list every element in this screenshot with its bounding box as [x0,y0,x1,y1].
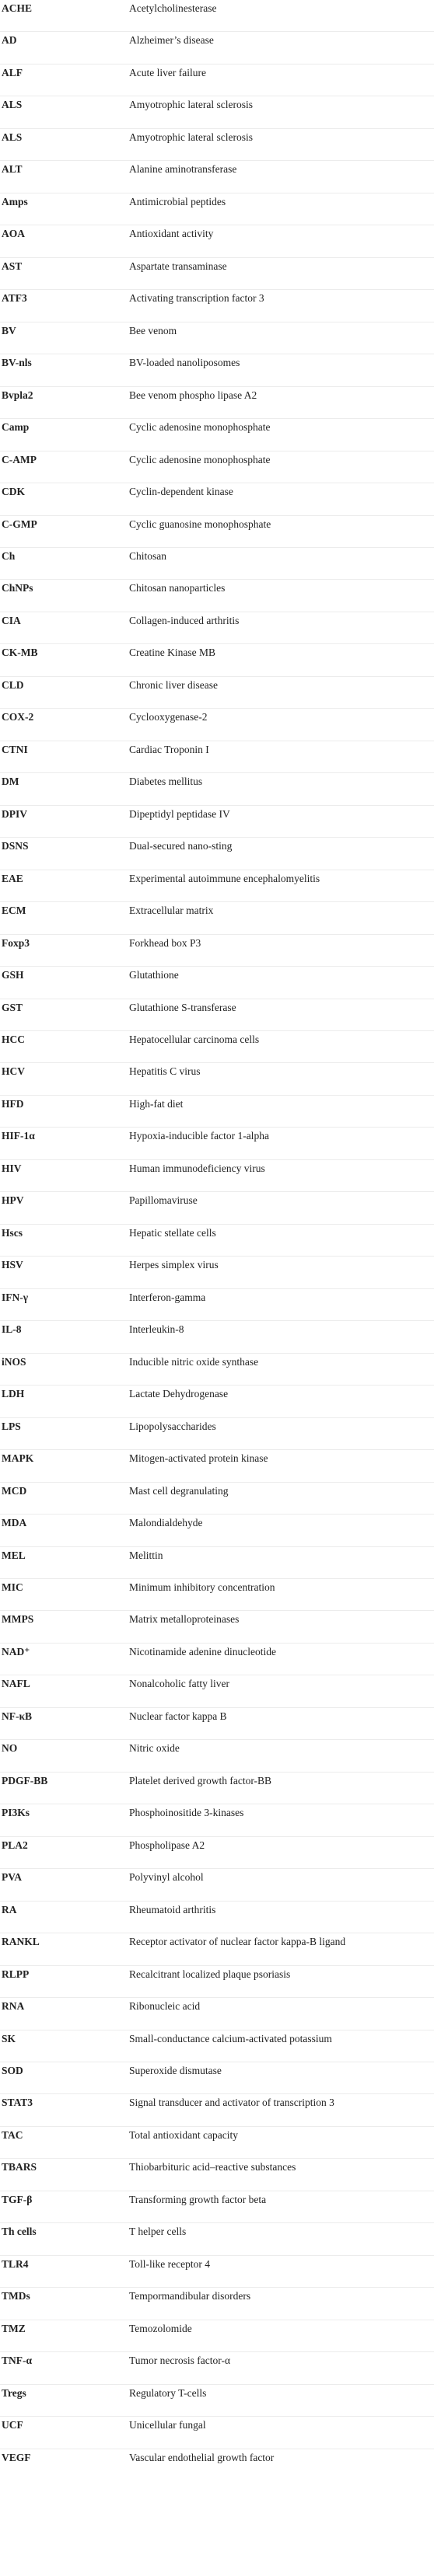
abbreviation-row [0,741,434,773]
abbreviation-definition: Amyotrophic lateral sclerosis [129,131,253,143]
abbreviation-definition: Extracellular matrix [129,905,214,917]
abbreviation-term: HIV [2,1162,22,1174]
abbreviation-term: ACHE [2,2,33,14]
abbreviation-definition: Interleukin-8 [129,1323,184,1336]
abbreviation-row [0,806,434,838]
abbreviation-term: RNA [2,2000,25,2013]
abbreviation-definition: Dipeptidyl peptidase IV [129,807,230,820]
abbreviation-term: Tregs [2,2386,26,2399]
abbreviation-row [0,2256,434,2288]
abbreviation-row [0,225,434,257]
abbreviation-term: DM [2,776,19,788]
abbreviation-row [0,1386,434,1417]
abbreviation-definition: Rheumatoid arthritis [129,1903,216,1915]
abbreviation-term: TMDs [2,2290,30,2302]
abbreviation-term: Ch [2,549,16,562]
abbreviation-term: HSV [2,1259,23,1271]
abbreviation-definition: Experimental autoimmune encephalomyelitis [129,872,320,884]
abbreviation-definition: Tempormandibular disorders [129,2290,251,2302]
abbreviation-definition: Antimicrobial peptides [129,195,226,207]
abbreviation-term: HIF-1α [2,1130,35,1142]
abbreviation-row [0,161,434,193]
abbreviation-definition: T helper cells [129,2226,187,2238]
abbreviation-definition: Hepatic stellate cells [129,1226,216,1239]
abbreviation-definition: Aspartate transaminase [129,260,227,272]
abbreviation-definition: Platelet derived growth factor-BB [129,1774,272,1786]
abbreviation-term: TAC [2,2128,23,2141]
abbreviation-row [0,1031,434,1063]
abbreviation-row [0,2385,434,2417]
abbreviation-definition: Glutathione S-transferase [129,1001,236,1013]
abbreviation-definition: Unicellular fungal [129,2419,206,2431]
abbreviation-definition: Mitogen-activated protein kinase [129,1452,268,1465]
abbreviation-definition: Nuclear factor kappa B [129,1710,227,1722]
abbreviation-term: NAFL [2,1678,30,1690]
abbreviation-term: C-GMP [2,518,37,530]
abbreviation-row [0,2127,434,2159]
abbreviation-row [0,548,434,580]
abbreviation-definition: Regulatory T-cells [129,2386,207,2399]
abbreviation-row [0,1418,434,1450]
abbreviation-row [0,2320,434,2352]
abbreviation-definition: Tumor necrosis factor-α [129,2355,231,2367]
abbreviation-row [0,1225,434,1257]
abbreviation-row [0,96,434,128]
abbreviation-definition: Hypoxia-inducible factor 1-alpha [129,1130,269,1142]
abbreviation-term: MAPK [2,1452,34,1465]
abbreviation-definition: Hepatocellular carcinoma cells [129,1034,260,1045]
abbreviation-definition: Ribonucleic acid [129,2000,201,2013]
abbreviation-row [0,258,434,290]
abbreviation-definition: Signal transducer and activator of transcription 3 [129,2097,334,2109]
abbreviation-definition: Cyclic adenosine monophosphate [129,421,271,434]
abbreviation-row [0,870,434,902]
abbreviation-row [0,290,434,322]
abbreviation-row [0,2352,434,2384]
abbreviation-definition: Receptor activator of nuclear factor kappa-B ligand [129,1936,346,1948]
abbreviation-term: iNOS [2,1355,26,1368]
abbreviation-row [0,1708,434,1740]
abbreviation-definition: Polyvinyl alcohol [129,1871,204,1884]
abbreviation-definition: BV-loaded nanoliposomes [129,357,240,369]
abbreviation-row [0,354,434,386]
abbreviation-term: HPV [2,1194,24,1207]
abbreviation-term: VEGF [2,2451,31,2463]
abbreviation-term: HFD [2,1097,24,1110]
abbreviation-definition: Lactate Dehydrogenase [129,1388,229,1400]
abbreviation-term: TBARS [2,2161,37,2173]
abbreviation-row [0,2030,434,2062]
abbreviation-term: AD [2,34,17,47]
abbreviation-term: NF-κB [2,1710,32,1722]
abbreviation-row [0,193,434,225]
abbreviation-row [0,677,434,709]
abbreviation-row [0,612,434,644]
abbreviation-row [0,1321,434,1353]
abbreviation-term: UCF [2,2419,23,2431]
abbreviation-row [0,2094,434,2126]
abbreviation-term: TMZ [2,2322,26,2334]
abbreviation-definition: Mast cell degranulating [129,1484,229,1497]
abbreviation-definition: Herpes simplex virus [129,1259,219,1271]
abbreviation-term: MIC [2,1581,23,1593]
abbreviation-row [0,1644,434,1675]
abbreviation-row [0,1579,434,1611]
abbreviation-definition: Hepatitis C virus [129,1065,201,1078]
abbreviation-row [0,419,434,451]
abbreviation-row [0,1257,434,1288]
abbreviation-row [0,451,434,483]
abbreviation-definition: Superoxide dismutase [129,2065,222,2076]
abbreviation-term: HCV [2,1065,25,1078]
abbreviation-definition: Malondialdehyde [129,1517,203,1529]
abbreviation-term: PI3Ks [2,1807,30,1819]
abbreviation-row [0,387,434,419]
abbreviation-row [0,709,434,741]
abbreviation-row [0,1804,434,1836]
abbreviation-definition: Phospholipase A2 [129,1839,205,1851]
abbreviation-term: ATF3 [2,292,27,305]
abbreviation-definition: Activating transcription factor 3 [129,292,264,305]
abbreviation-row [0,773,434,805]
abbreviation-row [0,2223,434,2255]
abbreviation-term: GSH [2,969,24,981]
abbreviation-row [0,1160,434,1192]
abbreviation-term: SK [2,2032,16,2044]
abbreviation-row [0,1901,434,1933]
abbreviation-term: MMPS [2,1613,34,1626]
abbreviation-row [0,32,434,64]
abbreviation-definition: Cyclooxygenase-2 [129,711,208,723]
abbreviation-row [0,129,434,161]
abbreviation-term: Hscs [2,1226,23,1239]
abbreviation-term: PVA [2,1871,23,1884]
abbreviation-definition: Chitosan nanoparticles [129,582,226,594]
abbreviation-term: EAE [2,872,23,884]
abbreviation-term: CK-MB [2,647,38,659]
abbreviation-definition: Nonalcoholic fatty liver [129,1678,229,1690]
abbreviation-term: MDA [2,1517,27,1529]
abbreviation-row [0,1289,434,1321]
abbreviation-definition: Phosphoinositide 3-kinases [129,1807,244,1819]
abbreviation-term: Th cells [2,2226,37,2238]
abbreviation-row [0,1354,434,1386]
abbreviation-row [0,1773,434,1804]
abbreviation-row [0,1192,434,1224]
abbreviation-definition: Cyclin-dependent kinase [129,486,233,498]
abbreviation-row [0,1611,434,1643]
abbreviation-row [0,2449,434,2481]
abbreviation-term: BV [2,324,16,336]
abbreviation-term: NO [2,1742,18,1755]
abbreviation-term: RANKL [2,1936,40,1948]
abbreviation-row [0,64,434,96]
abbreviation-definition: Acetylcholinesterase [129,2,217,14]
abbreviation-term: LPS [2,1420,21,1432]
abbreviation-definition: Collagen-induced arthritis [129,614,240,626]
abbreviation-definition: Temozolomide [129,2322,192,2334]
abbreviation-term: IFN-γ [2,1291,29,1303]
abbreviation-term: BV-nls [2,357,32,369]
abbreviation-row [0,644,434,676]
abbreviation-definition: Papillomaviruse [129,1194,198,1207]
abbreviation-row [0,580,434,612]
abbreviation-definition: Human immunodeficiency virus [129,1162,265,1174]
abbreviation-definition: Cyclic guanosine monophosphate [129,518,271,530]
abbreviation-term: ALT [2,163,23,176]
abbreviation-term: DPIV [2,807,27,820]
abbreviation-term: DSNS [2,840,29,852]
abbreviation-row [0,1063,434,1095]
abbreviation-term: RLPP [2,1968,30,1980]
abbreviation-term: ECM [2,905,26,917]
abbreviation-row [0,1450,434,1482]
abbreviation-row [0,1675,434,1707]
abbreviation-definition: High-fat diet [129,1097,184,1110]
abbreviation-definition: Toll-like receptor 4 [129,2257,211,2270]
abbreviation-definition: Recalcitrant localized plaque psoriasis [129,1968,291,1980]
abbreviation-term: RA [2,1903,17,1915]
abbreviation-term: AST [2,260,23,272]
abbreviation-definition: Melittin [129,1549,163,1561]
abbreviation-definition: Chronic liver disease [129,678,218,691]
abbreviation-definition: Nitric oxide [129,1742,180,1755]
abbreviation-row [0,1933,434,1965]
abbreviation-definition: Dual-secured nano-sting [129,840,233,852]
abbreviation-term: MEL [2,1549,26,1561]
abbreviation-term: CLD [2,678,24,691]
abbreviation-definition: Inducible nitric oxide synthase [129,1355,259,1368]
abbreviation-term: AOA [2,228,25,240]
abbreviation-row [0,2288,434,2320]
abbreviation-definition: Creatine Kinase MB [129,647,215,659]
abbreviation-row [0,1998,434,2030]
abbreviation-term: Amps [2,195,28,207]
abbreviation-definition: Bee venom phospho lipase A2 [129,389,257,401]
abbreviation-term: ALF [2,66,23,78]
abbreviation-term: TGF-β [2,2193,33,2205]
abbreviation-term: CIA [2,614,21,626]
abbreviation-definition: Antioxidant activity [129,228,214,240]
abbreviation-term: PDGF-BB [2,1774,48,1786]
abbreviation-row [0,1128,434,1159]
abbreviation-row [0,967,434,999]
abbreviation-definition: Bee venom [129,324,177,336]
abbreviation-term: NAD⁺ [2,1645,30,1657]
abbreviation-row [0,2191,434,2223]
abbreviation-row [0,1483,434,1515]
abbreviation-definition: Interferon-gamma [129,1291,206,1303]
abbreviation-row [0,2417,434,2449]
abbreviation-definition: Vascular endothelial growth factor [129,2451,275,2463]
abbreviation-row [0,2062,434,2094]
abbreviation-definition: Cyclic adenosine monophosphate [129,453,271,465]
abbreviation-definition: Total antioxidant capacity [129,2128,239,2141]
abbreviation-definition: Thiobarbituric acid–reactive substances [129,2161,296,2173]
abbreviation-row [0,1515,434,1546]
abbreviation-definition: Diabetes mellitus [129,776,203,788]
abbreviation-definition: Small-conductance calcium-activated potassium [129,2032,332,2044]
abbreviation-definition: Transforming growth factor beta [129,2193,267,2205]
abbreviation-definition: Minimum inhibitory concentration [129,1581,275,1593]
abbreviation-term: CTNI [2,743,28,755]
abbreviation-row [0,2159,434,2191]
abbreviation-row [0,1547,434,1579]
abbreviation-term: C-AMP [2,453,37,465]
abbreviation-definition: Amyotrophic lateral sclerosis [129,99,253,111]
abbreviation-term: ChNPs [2,582,33,594]
abbreviation-definition: Nicotinamide adenine dinucleotide [129,1645,276,1657]
abbreviation-definition: Alzheimer’s disease [129,34,214,47]
abbreviation-term: Foxp3 [2,936,30,949]
abbreviation-definition: Forkhead box P3 [129,936,201,949]
abbreviation-definition: Chitosan [129,549,167,562]
abbreviation-row [0,1740,434,1772]
abbreviation-term: SOD [2,2065,23,2076]
abbreviation-term: CDK [2,486,25,498]
abbreviation-row [0,1869,434,1901]
abbreviation-row [0,483,434,515]
abbreviation-row [0,935,434,967]
abbreviation-definition: Matrix metalloproteinases [129,1613,240,1626]
abbreviation-definition: Lipopolysaccharides [129,1420,216,1432]
abbreviation-term: LDH [2,1388,25,1400]
abbreviation-term: IL-8 [2,1323,22,1336]
abbreviation-term: MCD [2,1484,27,1497]
abbreviation-row [0,322,434,354]
abbreviation-definition: Acute liver failure [129,66,206,78]
abbreviation-term: ALS [2,99,23,111]
abbreviation-term: GST [2,1001,23,1013]
abbreviation-row [0,1837,434,1869]
abbreviation-row [0,902,434,934]
abbreviation-row [0,1096,434,1128]
abbreviation-term: Camp [2,421,30,434]
abbreviation-row [0,999,434,1031]
abbreviation-term: TLR4 [2,2257,29,2270]
abbreviation-definition: Cardiac Troponin I [129,743,209,755]
abbreviation-term: HCC [2,1034,25,1045]
abbreviation-row [0,0,434,32]
abbreviation-term: STAT3 [2,2097,33,2109]
abbreviation-definition: Alanine aminotransferase [129,163,237,176]
abbreviation-term: ALS [2,131,23,143]
abbreviation-term: Bvpla2 [2,389,33,401]
abbreviation-row [0,838,434,870]
abbreviation-row [0,516,434,548]
abbreviation-term: COX-2 [2,711,34,723]
abbreviation-row [0,1966,434,1998]
abbreviation-term: PLA2 [2,1839,28,1851]
abbreviation-term: TNF-α [2,2355,33,2367]
abbreviation-definition: Glutathione [129,969,179,981]
